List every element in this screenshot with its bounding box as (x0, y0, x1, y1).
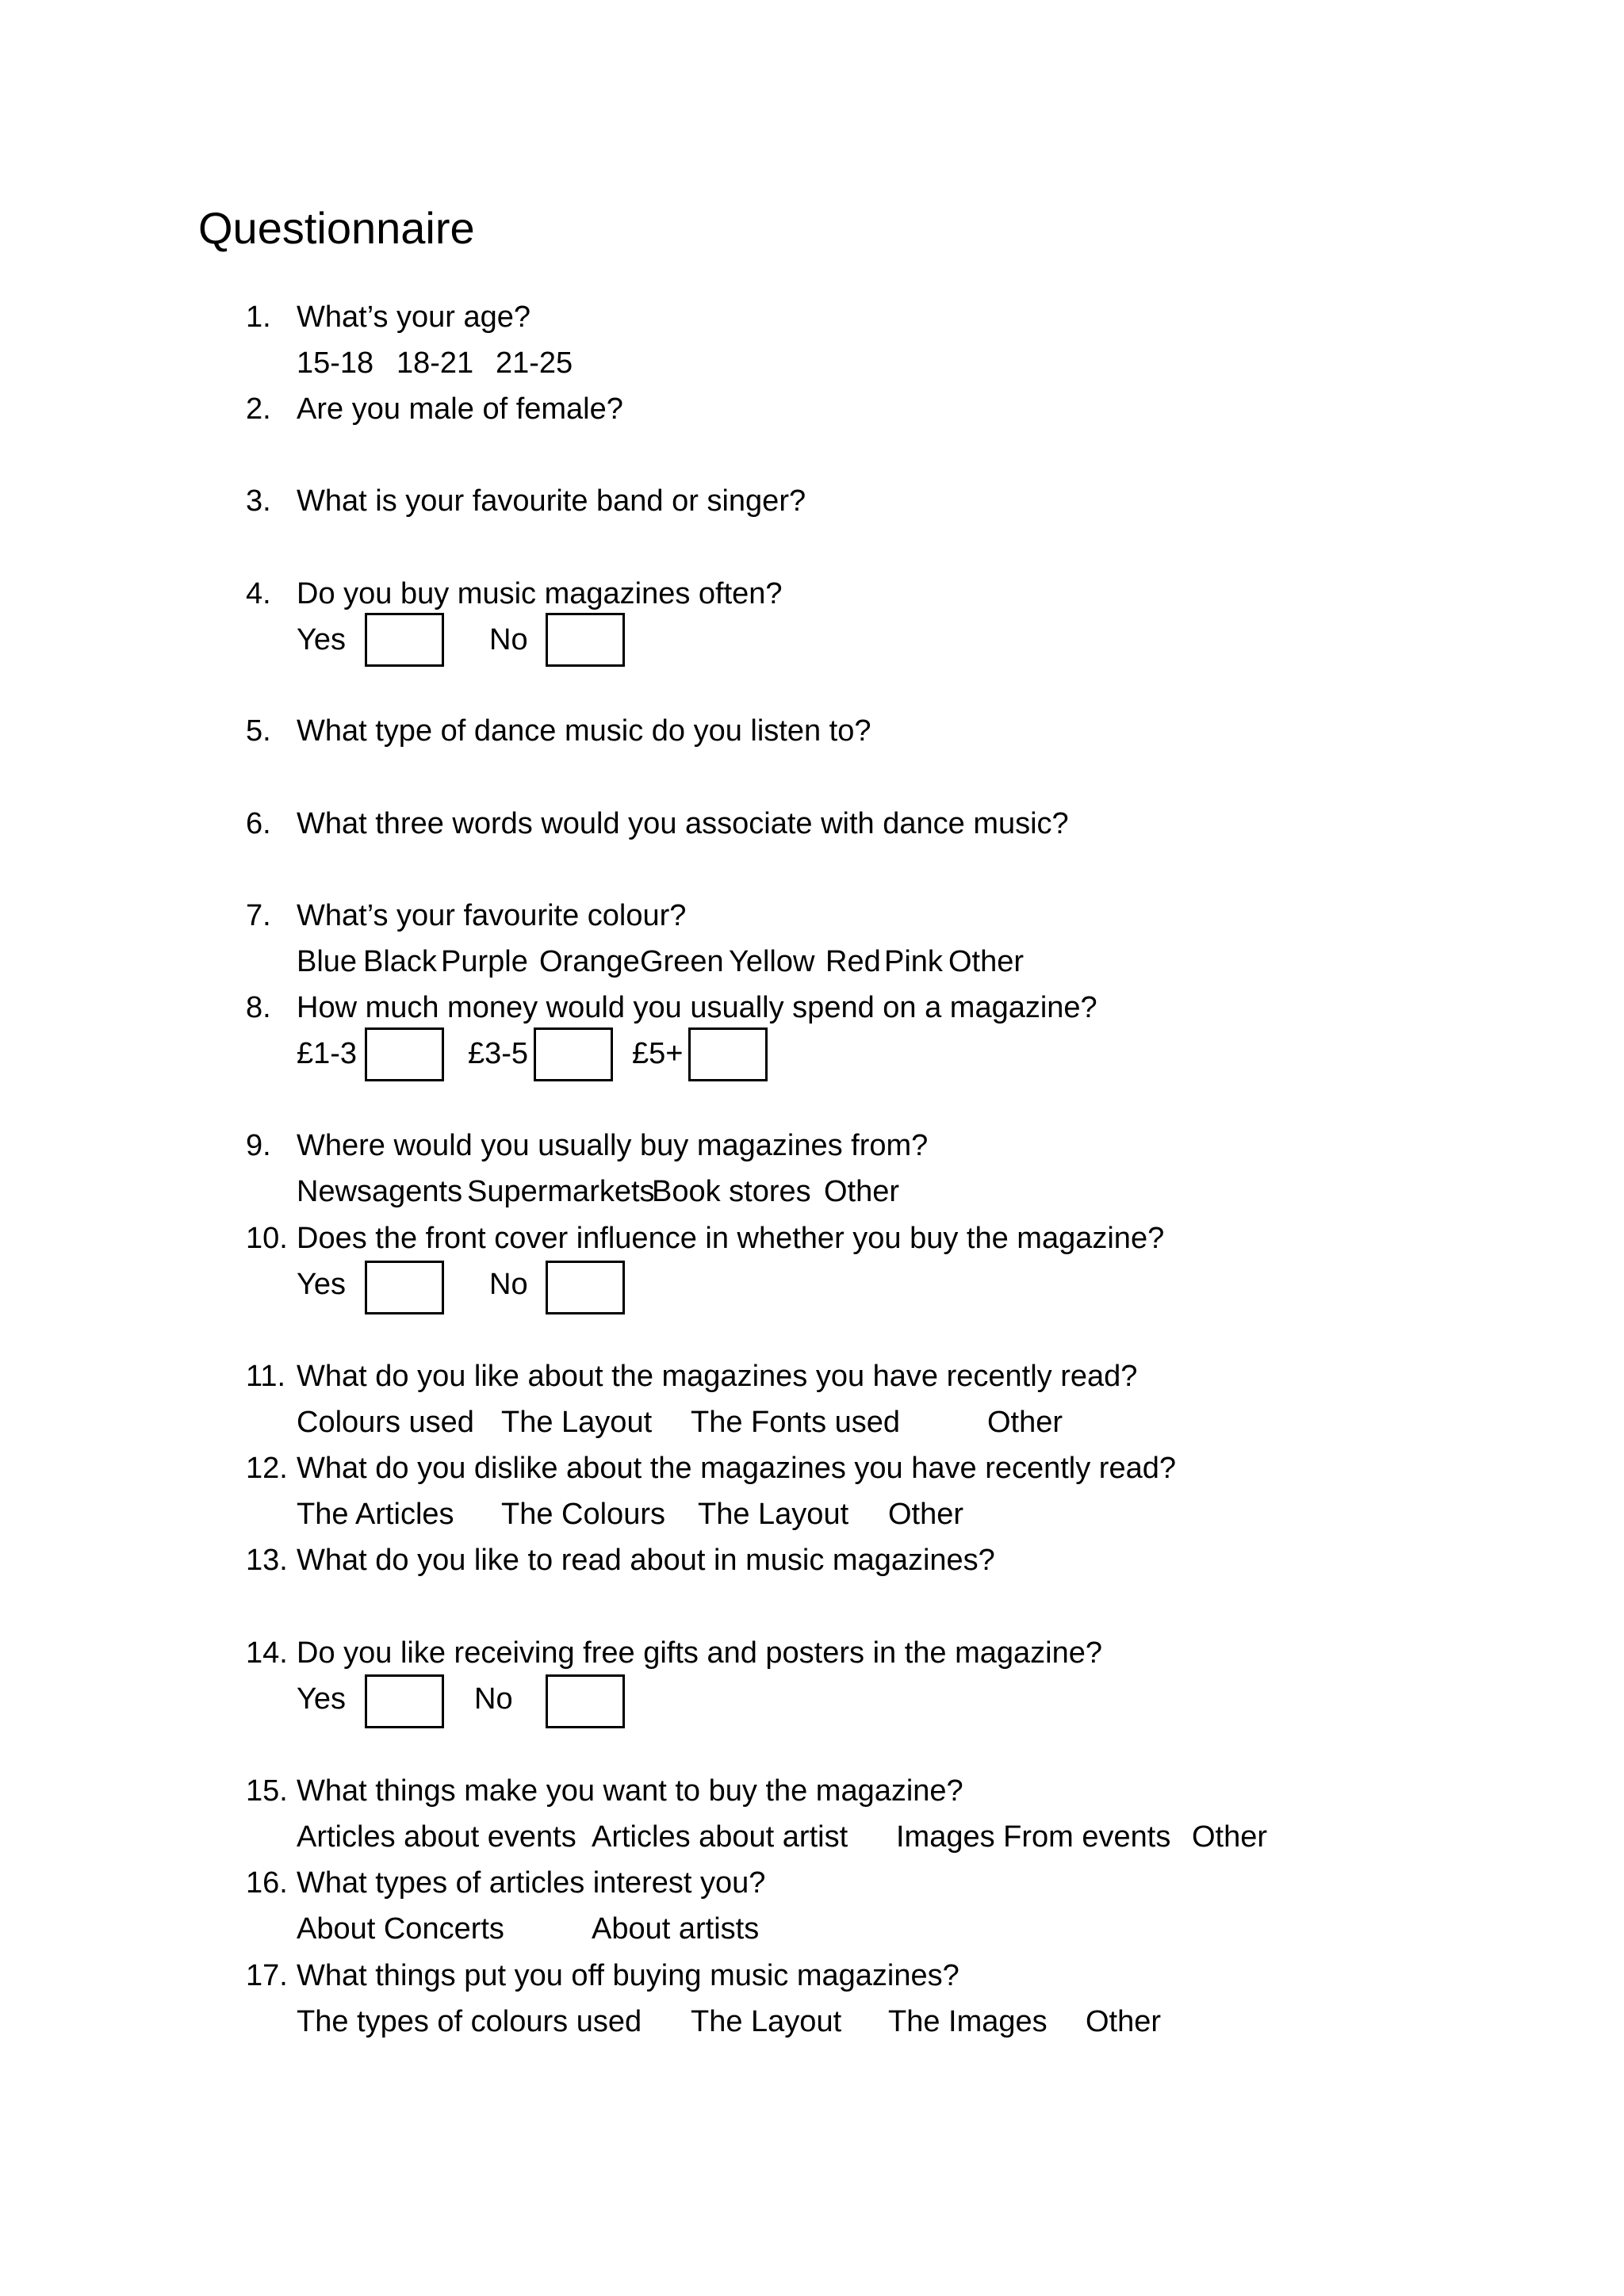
option-the-fonts-used[interactable]: The Fonts used (691, 1406, 901, 1439)
option-18-21[interactable]: 18-21 (396, 346, 474, 380)
question-text: Do you buy music magazines often? (297, 577, 783, 610)
question-number: 2. (246, 392, 271, 426)
checkbox-no[interactable] (546, 1261, 625, 1314)
checkbox-yes[interactable] (365, 1261, 444, 1314)
option-purple[interactable]: Purple (441, 945, 528, 978)
option-the-colours[interactable]: The Colours (501, 1498, 665, 1531)
checkbox-5-plus[interactable] (688, 1027, 768, 1081)
option-15-18[interactable]: 15-18 (297, 346, 374, 380)
option-articles-about-events[interactable]: Articles about events (297, 1820, 576, 1854)
option-pink[interactable]: Pink (884, 945, 943, 978)
option-articles-about-artist[interactable]: Articles about artist (592, 1820, 848, 1854)
option-other[interactable]: Other (1086, 2005, 1162, 2038)
option-21-25[interactable]: 21-25 (496, 346, 573, 380)
option-other[interactable]: Other (987, 1406, 1063, 1439)
question-text: Does the front cover influence in whether you buy the magazine? (297, 1222, 1165, 1255)
option-about-artists[interactable]: About artists (592, 1912, 760, 1946)
question-text: What things put you off buying music magazines? (297, 1959, 959, 1992)
option-yes: Yes (297, 1268, 346, 1301)
question-text: What types of articles interest you? (297, 1866, 766, 1900)
option-images-from-events[interactable]: Images From events (896, 1820, 1171, 1854)
page-title: Questionnaire (198, 203, 475, 253)
question-number: 5. (246, 714, 271, 748)
question-number: 10. (246, 1222, 288, 1255)
option-green[interactable]: Green (640, 945, 724, 978)
option-the-layout[interactable]: The Layout (691, 2005, 842, 2038)
option-other[interactable]: Other (824, 1175, 900, 1208)
question-number: 6. (246, 807, 271, 840)
question-number: 8. (246, 991, 271, 1024)
option-yes: Yes (297, 1682, 346, 1716)
option-yellow[interactable]: Yellow (729, 945, 815, 978)
option-about-concerts[interactable]: About Concerts (297, 1912, 504, 1946)
question-text: What do you dislike about the magazines you have recently read? (297, 1452, 1176, 1485)
option-yes: Yes (297, 623, 346, 656)
checkbox-3-5[interactable] (534, 1027, 613, 1081)
question-number: 13. (246, 1544, 288, 1577)
option-blue[interactable]: Blue (297, 945, 358, 978)
question-number: 1. (246, 300, 271, 334)
option-the-images[interactable]: The Images (888, 2005, 1048, 2038)
question-text: Do you like receiving free gifts and posters in the magazine? (297, 1636, 1102, 1670)
option-supermarkets[interactable]: Supermarkets (467, 1175, 655, 1208)
option-other[interactable]: Other (888, 1498, 964, 1531)
question-text: Where would you usually buy magazines from? (297, 1129, 929, 1162)
question-text: What’s your favourite colour? (297, 899, 687, 932)
option-black[interactable]: Black (363, 945, 437, 978)
question-number: 4. (246, 577, 271, 610)
option-orange[interactable]: Orange (539, 945, 640, 978)
question-text: What three words would you associate with dance music? (297, 807, 1069, 840)
question-number: 17. (246, 1959, 288, 1992)
option-1-3: £1-3 (297, 1037, 358, 1070)
question-number: 12. (246, 1452, 288, 1485)
option-red[interactable]: Red (825, 945, 881, 978)
option-the-layout[interactable]: The Layout (501, 1406, 653, 1439)
checkbox-yes[interactable] (365, 1674, 444, 1728)
option-newsagents[interactable]: Newsagents (297, 1175, 463, 1208)
question-number: 15. (246, 1774, 288, 1808)
option-the-types-of-colours-used[interactable]: The types of colours used (297, 2005, 642, 2038)
question-text: How much money would you usually spend on a magazine? (297, 991, 1097, 1024)
question-text: What do you like about the magazines you have recently read? (297, 1360, 1138, 1393)
question-number: 14. (246, 1636, 288, 1670)
question-text: What do you like to read about in music magazines? (297, 1544, 995, 1577)
option-3-5: £3-5 (468, 1037, 529, 1070)
checkbox-no[interactable] (546, 1674, 625, 1728)
option-5-plus: £5+ (632, 1037, 684, 1070)
question-text: What things make you want to buy the magazine? (297, 1774, 963, 1808)
question-text: What type of dance music do you listen to? (297, 714, 871, 748)
question-text: Are you male of female? (297, 392, 623, 426)
option-no: No (474, 1682, 513, 1716)
option-no: No (489, 623, 528, 656)
question-number: 11. (246, 1360, 286, 1393)
checkbox-1-3[interactable] (365, 1027, 444, 1081)
option-other[interactable]: Other (1192, 1820, 1268, 1854)
question-number: 7. (246, 899, 271, 932)
option-other[interactable]: Other (948, 945, 1025, 978)
option-book-stores[interactable]: Book stores (652, 1175, 811, 1208)
question-number: 16. (246, 1866, 288, 1900)
checkbox-yes[interactable] (365, 613, 444, 667)
question-text: What is your favourite band or singer? (297, 484, 806, 518)
question-text: What’s your age? (297, 300, 531, 334)
question-number: 3. (246, 484, 271, 518)
question-number: 9. (246, 1129, 271, 1162)
checkbox-no[interactable] (546, 613, 625, 667)
option-no: No (489, 1268, 528, 1301)
option-the-articles[interactable]: The Articles (297, 1498, 454, 1531)
option-colours-used[interactable]: Colours used (297, 1406, 474, 1439)
option-the-layout[interactable]: The Layout (698, 1498, 849, 1531)
